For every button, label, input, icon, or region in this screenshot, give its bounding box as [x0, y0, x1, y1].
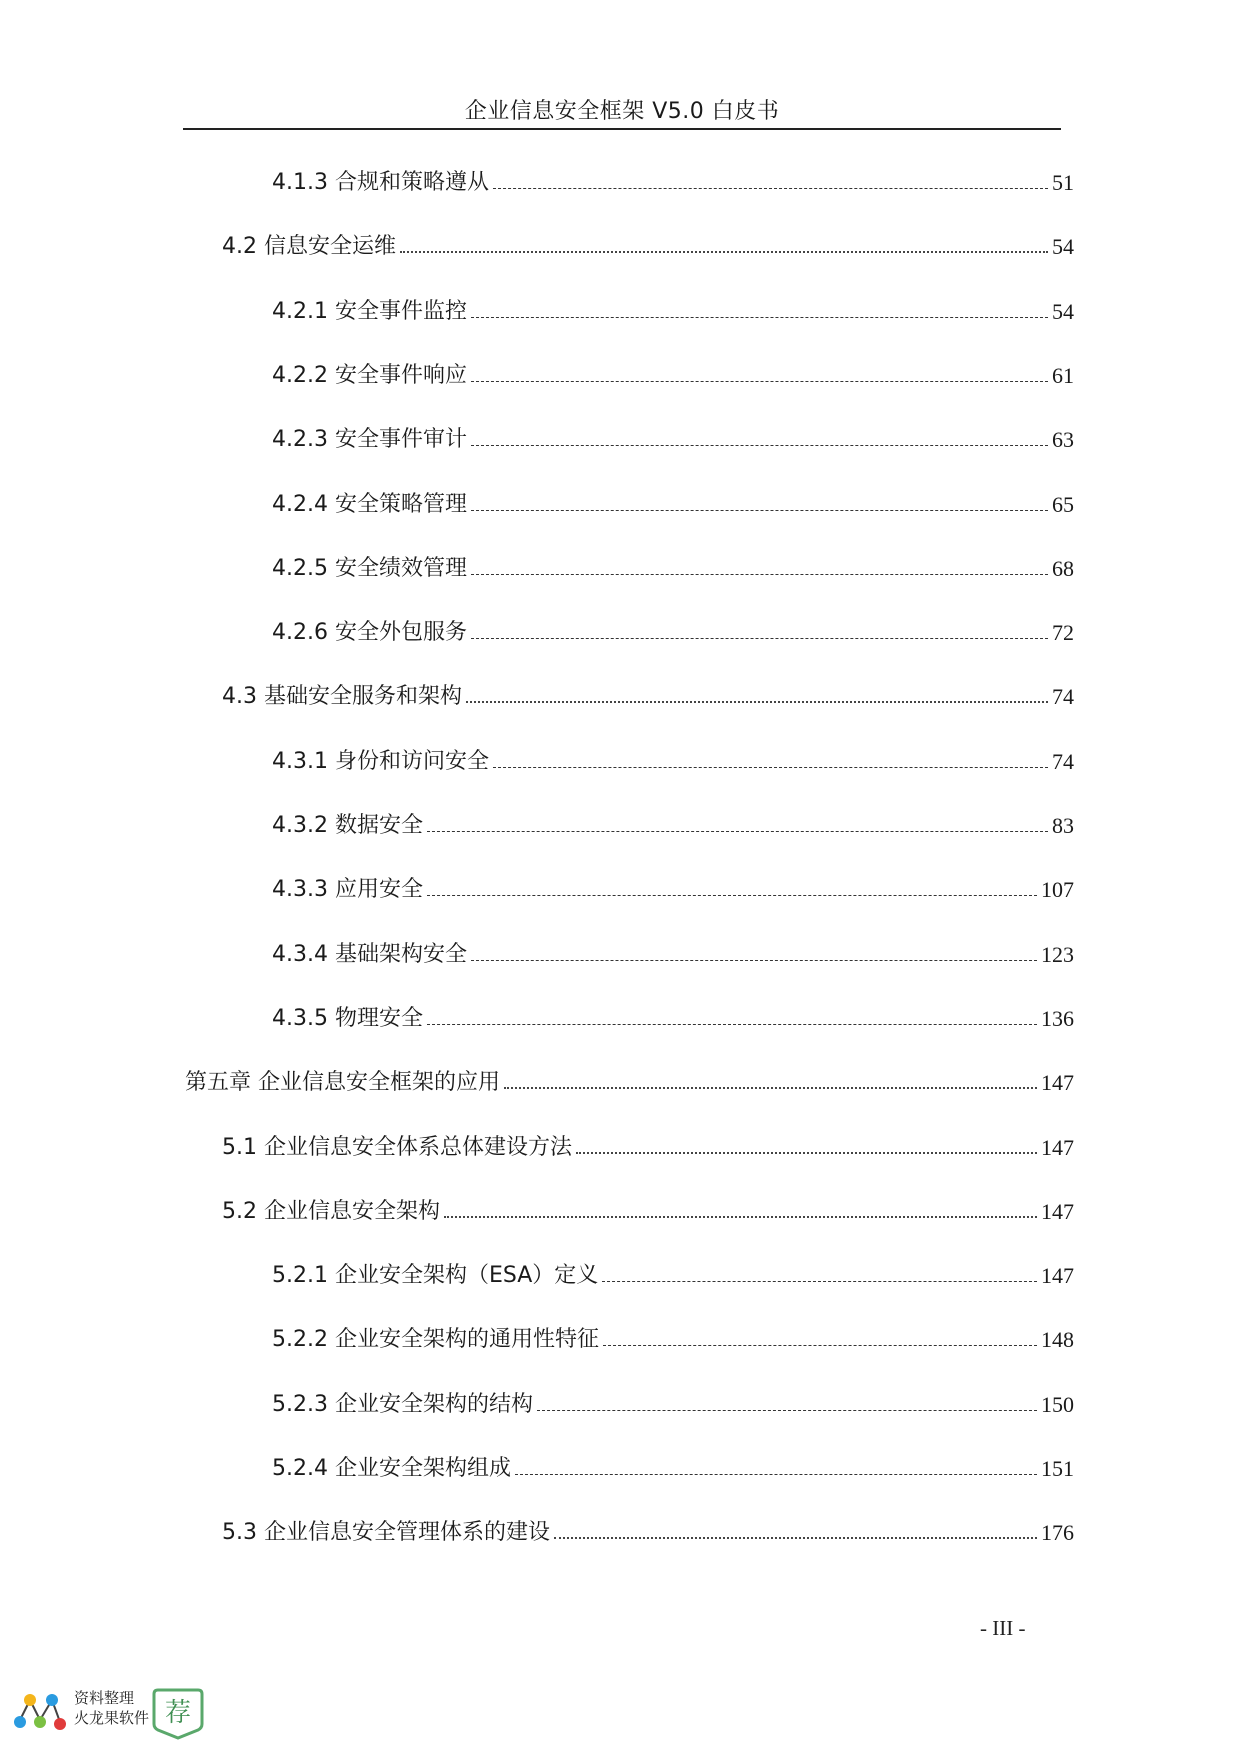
toc-entry[interactable] [272, 490, 1074, 520]
toc-entry[interactable] [222, 1133, 1074, 1163]
toc-leader [537, 1410, 1037, 1411]
toc-entry-label: 4.1.3 合规和策略遵从 [272, 170, 489, 195]
toc-entry[interactable] [272, 297, 1074, 327]
toc-entry-label: 4.3.4 基础架构安全 [272, 942, 467, 967]
toc-entry[interactable] [222, 1197, 1074, 1227]
toc-leader [471, 638, 1048, 639]
toc-leader [427, 895, 1037, 896]
toc-entry-label: 5.2.4 企业安全架构组成 [272, 1456, 511, 1481]
toc-entry-page: 65 [1052, 492, 1074, 517]
toc-leader [471, 510, 1048, 511]
toc-entry[interactable] [272, 1390, 1074, 1420]
toc-entry-page: 68 [1052, 556, 1074, 581]
toc-entry-label: 4.2.2 安全事件响应 [272, 363, 467, 388]
document-header-title: 企业信息安全框架 V5.0 白皮书 [464, 99, 780, 124]
toc-leader [444, 1216, 1037, 1218]
toc-entry[interactable] [272, 1004, 1074, 1034]
toc-entry-page: 147 [1041, 1263, 1074, 1288]
toc-entry-label: 4.2.6 安全外包服务 [272, 620, 467, 645]
toc-leader [466, 701, 1048, 703]
molecule-logo-icon [10, 1682, 70, 1742]
toc-entry-label: 4.3 基础安全服务和架构 [222, 684, 462, 709]
toc-entry[interactable] [272, 554, 1074, 584]
toc-entry-label: 第五章 企业信息安全框架的应用 [185, 1070, 500, 1095]
toc-entry[interactable] [185, 1068, 1074, 1098]
toc-entry-page: 176 [1041, 1520, 1074, 1545]
toc-leader [602, 1281, 1037, 1282]
toc-entry-label: 4.3.2 数据安全 [272, 813, 423, 838]
toc-entry-page: 54 [1052, 299, 1074, 324]
toc-entry-page: 147 [1041, 1199, 1074, 1224]
toc-entry-page: 63 [1052, 427, 1074, 452]
toc-entry-page: 147 [1041, 1135, 1074, 1160]
page-number: - III - [980, 1616, 1026, 1640]
toc-leader [471, 317, 1048, 318]
toc-entry-label: 4.2.1 安全事件监控 [272, 299, 467, 324]
toc-entry-label: 5.2.1 企业安全架构（ESA）定义 [272, 1263, 599, 1288]
toc-entry[interactable] [272, 361, 1074, 391]
toc-entry-label: 5.1 企业信息安全体系总体建设方法 [222, 1135, 572, 1160]
toc-leader [471, 445, 1048, 446]
toc-entry-label: 4.2 信息安全运维 [222, 234, 396, 259]
toc-entry-page: 72 [1052, 620, 1074, 645]
toc-entry-label: 5.2.3 企业安全架构的结构 [272, 1392, 533, 1417]
toc-leader [603, 1345, 1037, 1346]
toc-entry-page: 61 [1052, 363, 1074, 388]
toc-leader [471, 381, 1048, 382]
toc-entry-page: 123 [1041, 942, 1074, 967]
watermark-logo [10, 1682, 210, 1742]
toc-entry[interactable] [272, 1454, 1074, 1484]
toc-entry-label: 4.3.3 应用安全 [272, 877, 423, 902]
recommend-badge-icon [150, 1684, 206, 1740]
toc-entry-page: 107 [1041, 877, 1074, 902]
toc-leader [504, 1087, 1037, 1089]
toc-entry-page: 74 [1052, 749, 1074, 774]
toc-leader [515, 1474, 1037, 1475]
toc-entry[interactable] [272, 425, 1074, 455]
toc-entry[interactable] [272, 1261, 1074, 1291]
toc-entry-label: 5.2 企业信息安全架构 [222, 1199, 440, 1224]
toc-entry[interactable] [272, 875, 1074, 905]
toc-leader [471, 574, 1048, 575]
toc-entry[interactable] [222, 682, 1074, 712]
toc-entry[interactable] [272, 747, 1074, 777]
toc-entry-page: 148 [1041, 1327, 1074, 1352]
toc-leader [471, 960, 1037, 961]
toc-leader [554, 1537, 1037, 1539]
toc-entry-label: 5.2.2 企业安全架构的通用性特征 [272, 1327, 599, 1352]
toc-leader [493, 188, 1048, 189]
toc-entry-label: 4.3.5 物理安全 [272, 1006, 423, 1031]
toc-entry-page: 151 [1041, 1456, 1074, 1481]
toc-entry[interactable] [222, 1518, 1074, 1548]
toc-entry-page: 83 [1052, 813, 1074, 838]
toc-entry-page: 147 [1041, 1070, 1074, 1095]
toc-entry-page: 74 [1052, 684, 1074, 709]
toc-entry-label: 5.3 企业信息安全管理体系的建设 [222, 1520, 550, 1545]
toc-entry[interactable] [272, 811, 1074, 841]
toc-entry-page: 136 [1041, 1006, 1074, 1031]
watermark-line2: 火龙果软件 [74, 1709, 150, 1727]
watermark-line1: 资料整理 [74, 1689, 135, 1707]
toc-entry[interactable] [272, 1325, 1074, 1355]
toc-leader [576, 1152, 1037, 1154]
toc-leader [400, 251, 1048, 253]
toc-entry-page: 54 [1052, 234, 1074, 259]
toc-entry[interactable] [272, 940, 1074, 970]
toc-entry-page: 150 [1041, 1392, 1074, 1417]
toc-leader [493, 767, 1048, 768]
toc-entry-label: 4.2.5 安全绩效管理 [272, 556, 467, 581]
toc-entry[interactable] [222, 232, 1074, 262]
badge-label: 荐 [164, 1698, 192, 1728]
toc-entry-page: 51 [1052, 170, 1074, 195]
watermark-text [74, 1688, 149, 1728]
toc-entry-label: 4.2.4 安全策略管理 [272, 492, 467, 517]
toc-entry[interactable] [272, 168, 1074, 198]
toc-leader [427, 831, 1048, 832]
toc-leader [427, 1024, 1037, 1025]
toc-entry-label: 4.3.1 身份和访问安全 [272, 749, 489, 774]
toc-entry-label: 4.2.3 安全事件审计 [272, 427, 467, 452]
toc-entry[interactable] [272, 618, 1074, 648]
